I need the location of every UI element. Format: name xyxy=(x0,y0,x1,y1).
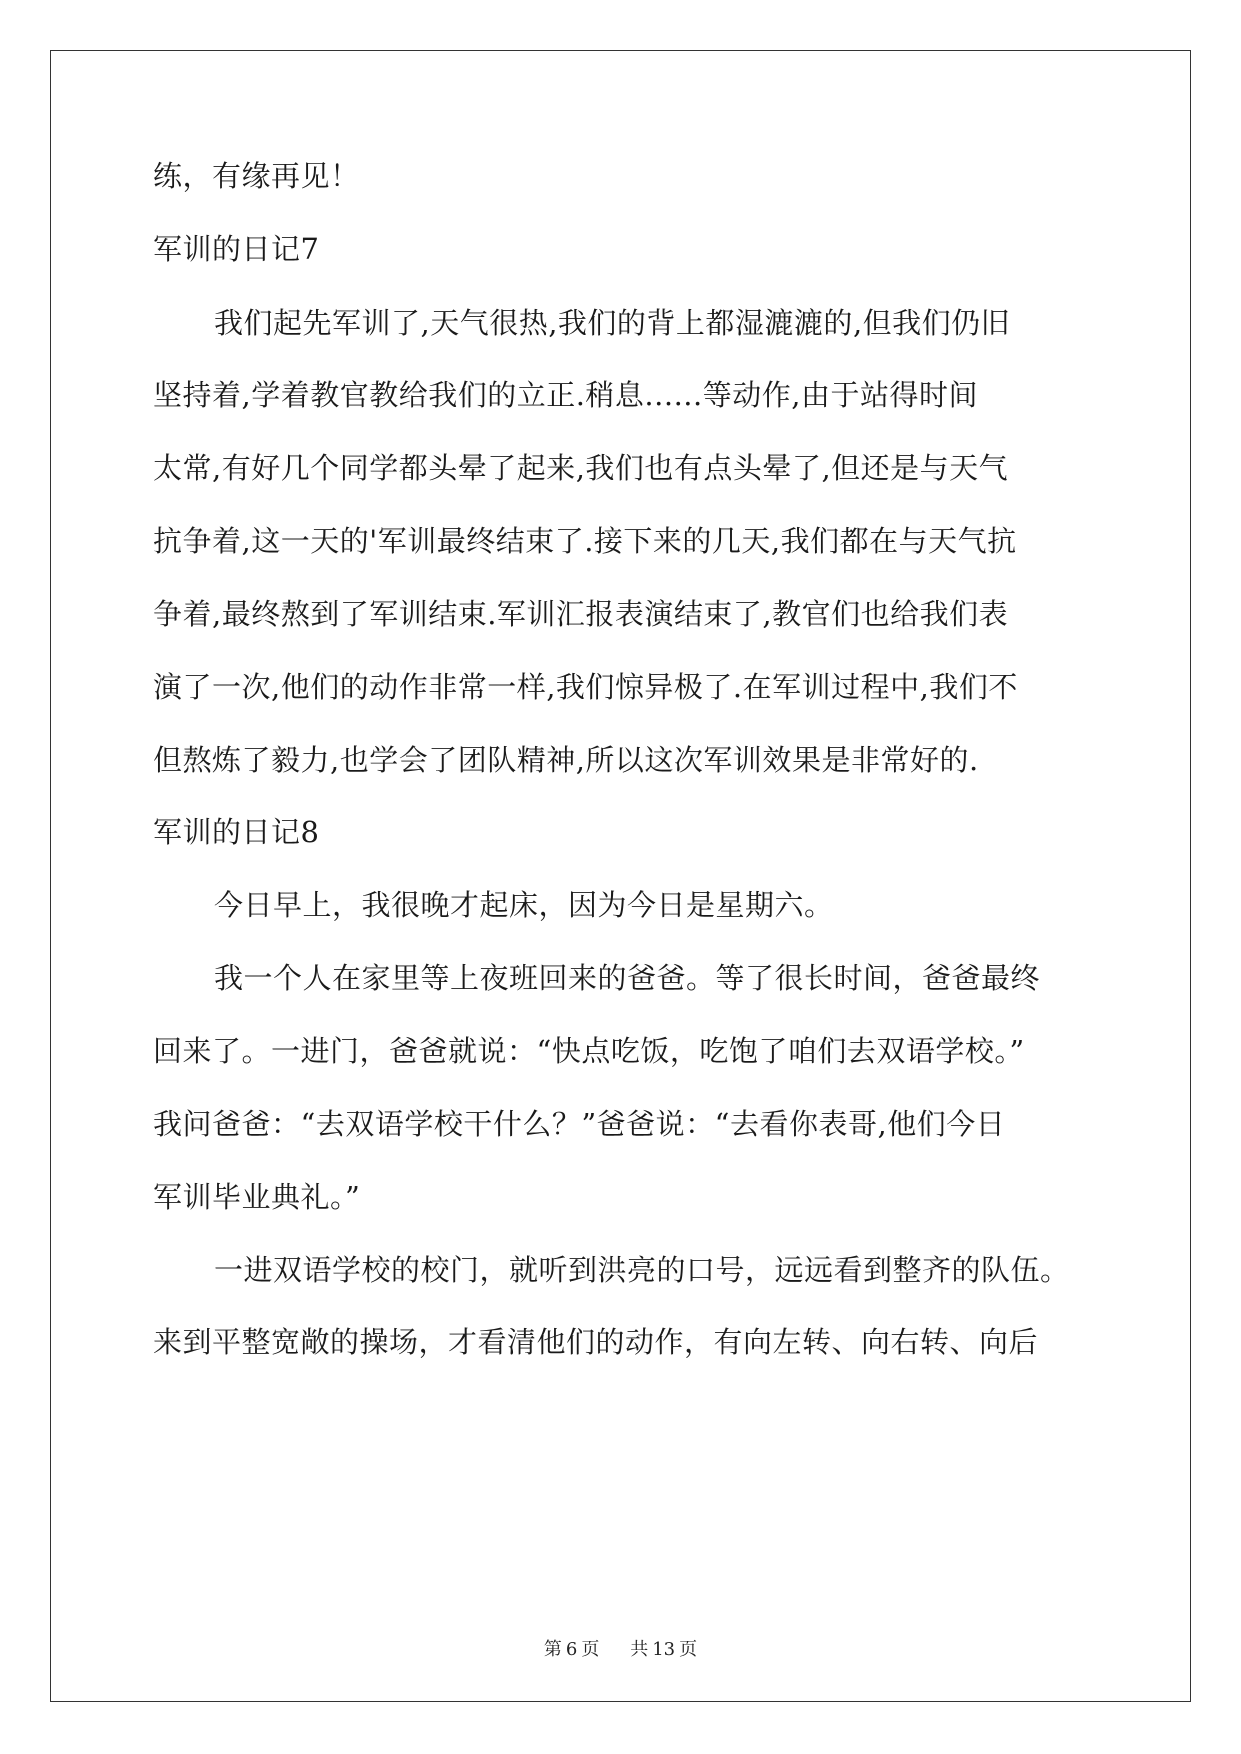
section-heading-diary-7: 军训的日记7 xyxy=(153,232,320,266)
text-line: 今日早上，我很晚才起床，因为今日是星期六。 xyxy=(214,888,834,922)
text-line: 太常,有好几个同学都头晕了起来,我们也有点头晕了,但还是与天气 xyxy=(153,451,1009,485)
text-line: 我们起先军训了,天气很热,我们的背上都湿漉漉的,但我们仍旧 xyxy=(214,306,1011,340)
text-line: 坚持着,学着教官教给我们的立正.稍息......等动作,由于站得时间 xyxy=(153,378,978,412)
text-line: 争着,最终熬到了军训结束.军训汇报表演结束了,教官们也给我们表 xyxy=(153,597,1009,631)
section-heading-diary-8: 军训的日记8 xyxy=(153,815,320,849)
page-border xyxy=(50,50,1191,1702)
text-line: 我问爸爸：“去双语学校干什么？”爸爸说：“去看你表哥,他们今日 xyxy=(153,1107,1006,1141)
text-line: 我一个人在家里等上夜班回来的爸爸。等了很长时间，爸爸最终 xyxy=(214,961,1041,995)
page-number-total: 共 13 页 xyxy=(630,1639,698,1660)
text-line: 但熬炼了毅力,也学会了团队精神,所以这次军训效果是非常好的. xyxy=(153,743,979,777)
text-line: 练，有缘再见！ xyxy=(153,159,360,193)
text-line: 回来了。一进门，爸爸就说：“快点吃饭，吃饱了咱们去双语学校。” xyxy=(153,1034,1025,1068)
text-line: 抗争着,这一天的'军训最终结束了.接下来的几天,我们都在与天气抗 xyxy=(153,524,1017,558)
text-line: 军训毕业典礼。” xyxy=(153,1180,361,1214)
page-number-current: 第 6 页 xyxy=(543,1639,600,1660)
text-line: 来到平整宽敞的操场，才看清他们的动作，有向左转、向右转、向后 xyxy=(153,1325,1039,1359)
text-line: 演了一次,他们的动作非常一样,我们惊异极了.在军训过程中,我们不 xyxy=(153,670,1018,704)
page-footer xyxy=(0,1638,1241,1662)
text-line: 一进双语学校的校门，就听到洪亮的口号，远远看到整齐的队伍。 xyxy=(214,1253,1070,1287)
